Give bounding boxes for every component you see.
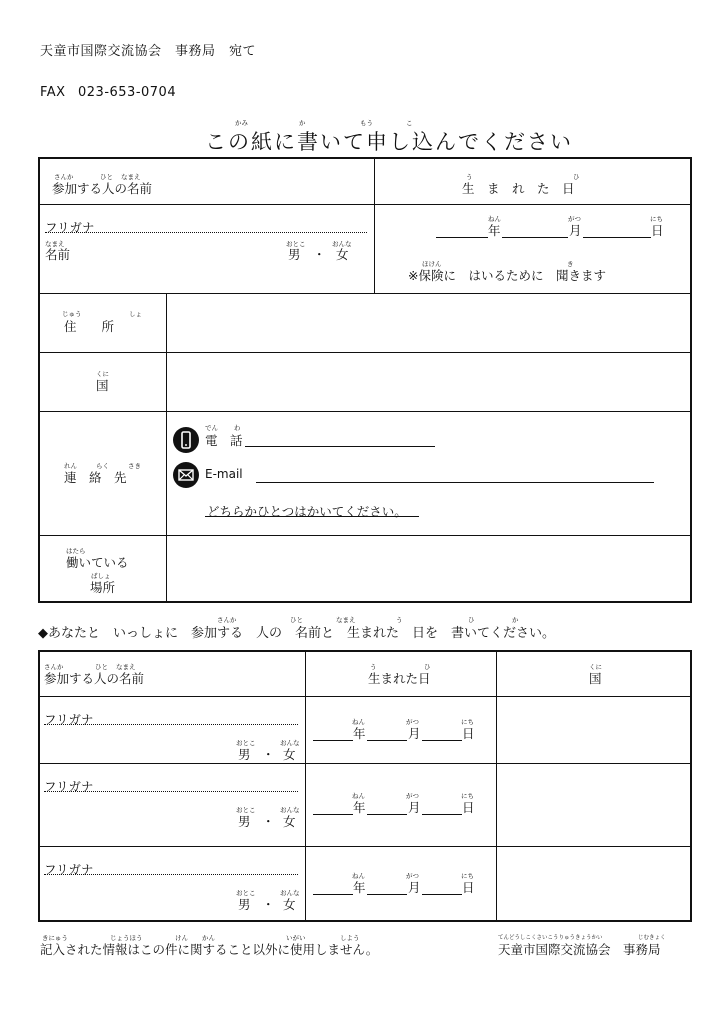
row1-month-ruby: がつ: [406, 718, 419, 726]
year-label: 年: [488, 223, 501, 238]
row2-year-input[interactable]: [313, 814, 353, 815]
row3-day: 日: [462, 880, 475, 895]
phone-label: 電 話: [205, 433, 243, 448]
fax-label: FAX: [40, 85, 66, 100]
mail-icon: [173, 462, 199, 488]
row2-male[interactable]: 男: [238, 814, 251, 829]
row3-female-ruby: おんな: [280, 889, 300, 897]
page-title: この紙に書いて申し込んでください: [205, 130, 573, 154]
phone-icon: [173, 427, 199, 453]
privacy-note: 記入された情報はこの件に関すること以外に使用しません。: [40, 942, 379, 957]
row2-furigana-input[interactable]: [44, 791, 298, 792]
gender-male[interactable]: 男: [288, 247, 301, 262]
country-input[interactable]: [168, 354, 690, 410]
contact-ruby-ren: れん: [64, 462, 77, 470]
month-ruby: がつ: [568, 215, 581, 223]
section2-instruction: ◆あなたと いっしょに 参加する 人の 名前と 生まれた 日を 書いてください。: [38, 626, 555, 641]
phone-input[interactable]: [245, 446, 435, 447]
month-label: 月: [569, 223, 582, 238]
row1-male[interactable]: 男: [238, 747, 251, 762]
name-label: 名前: [45, 247, 71, 262]
row1-furigana: フリガナ: [44, 712, 94, 727]
instr-ruby-u: う: [396, 616, 403, 624]
row3-furigana: フリガナ: [44, 862, 94, 877]
row1-year-input[interactable]: [313, 740, 353, 741]
row3-year: 年: [353, 880, 366, 895]
t2-ruby-namae: なまえ: [116, 663, 136, 671]
furigana-label: フリガナ: [45, 220, 95, 235]
male-ruby: おとこ: [286, 240, 306, 248]
row1-day-input[interactable]: [422, 740, 462, 741]
t2-ruby-u: う: [370, 663, 377, 671]
contact-note: どちらかひとつはかいてください。: [207, 504, 407, 519]
gender-separator: ・: [313, 247, 326, 262]
row1-country-input[interactable]: [498, 697, 690, 762]
insurance-note: ※保険に はいるために 聞きます: [408, 268, 606, 283]
privacy-ruby-kinyuu: きにゅう: [42, 934, 68, 942]
row3-country-input[interactable]: [498, 847, 690, 920]
birth-year-input[interactable]: [436, 237, 488, 238]
workplace-ruby-basho: ばしょ: [91, 572, 111, 580]
row1-furigana-input[interactable]: [44, 724, 298, 725]
contact-ruby-raku: らく: [96, 462, 109, 470]
row2-sep: ・: [262, 814, 275, 829]
phone-ruby-wa: わ: [234, 424, 241, 432]
row2-month-ruby: がつ: [406, 792, 419, 800]
birth-ruby-u: う: [466, 173, 473, 181]
org-ruby-name: てんどうしこくさいこうりゅうきょうかい: [498, 935, 603, 941]
t2-col-country: 国: [589, 671, 602, 686]
row2-day-ruby: にち: [461, 792, 474, 800]
row3-year-input[interactable]: [313, 894, 353, 895]
t2-col-birth: 生まれた日: [368, 671, 431, 686]
row3-furigana-input[interactable]: [44, 874, 298, 875]
row1-female-ruby: おんな: [280, 739, 300, 747]
instr-ruby-ka: か: [512, 616, 519, 624]
t2-ruby-hi: ひ: [424, 663, 431, 671]
instr-ruby-hito: ひと: [290, 616, 303, 624]
recipient: 天童市国際交流協会 事務局 宛て: [40, 44, 257, 59]
insurance-ruby: ほけん: [422, 260, 442, 268]
address-input[interactable]: [168, 295, 690, 351]
row1-sep: ・: [262, 747, 275, 762]
title-ruby-ka: か: [299, 119, 306, 127]
contact-note-underline: [205, 516, 419, 517]
t2-ruby-kuni: くに: [589, 663, 602, 671]
email-input[interactable]: [256, 482, 654, 483]
row2-female[interactable]: 女: [283, 814, 296, 829]
fax-number: 023-653-0704: [78, 85, 177, 100]
country-label: 国: [96, 378, 109, 393]
participant-name-label: 参加する人の名前: [52, 181, 153, 196]
row1-month: 月: [408, 726, 421, 741]
privacy-ruby-shiyou: しよう: [340, 934, 360, 942]
row3-day-input[interactable]: [422, 894, 462, 895]
title-ruby-ko: こ: [406, 119, 413, 127]
row3-month: 月: [408, 880, 421, 895]
row1-month-input[interactable]: [367, 740, 407, 741]
row2-female-ruby: おんな: [280, 806, 300, 814]
privacy-ruby-ken: けん: [175, 934, 188, 942]
address-ruby-juu: じゅう: [62, 310, 82, 318]
row1-year: 年: [353, 726, 366, 741]
name-ruby-sanka: さんか: [54, 173, 74, 181]
email-label: E-mail: [205, 467, 243, 481]
year-ruby: ねん: [488, 215, 501, 223]
row3-sep: ・: [262, 897, 275, 912]
furigana-input-line[interactable]: [45, 232, 367, 233]
instr-ruby-namae: なまえ: [336, 616, 356, 624]
row3-day-ruby: にち: [461, 872, 474, 880]
row1-year-ruby: ねん: [352, 718, 365, 726]
contact-label: 連 絡 先: [64, 470, 127, 485]
row2-year-ruby: ねん: [352, 792, 365, 800]
organization-name: 天童市国際交流協会 事務局: [498, 942, 661, 957]
row3-male-ruby: おとこ: [236, 889, 256, 897]
row2-day-input[interactable]: [422, 814, 462, 815]
privacy-ruby-jouhou: じょうほう: [110, 934, 143, 942]
birth-day-input[interactable]: [583, 237, 651, 238]
row1-day: 日: [462, 726, 475, 741]
row1-day-ruby: にち: [461, 718, 474, 726]
workplace-ruby-hatara: はたら: [66, 547, 86, 555]
contact-ruby-saki: さき: [128, 462, 141, 470]
row2-month-input[interactable]: [367, 814, 407, 815]
row2-furigana: フリガナ: [44, 779, 94, 794]
t2-col-name: 参加する人の名前: [44, 671, 145, 686]
name-ruby-hito: ひと: [100, 173, 113, 181]
org-ruby-jimukyoku: じむきょく: [638, 935, 666, 941]
title-ruby-mou: もう: [360, 119, 373, 127]
birth-date-label: 生 ま れ た 日: [462, 181, 575, 196]
birth-ruby-hi: ひ: [573, 173, 580, 181]
row2-male-ruby: おとこ: [236, 806, 256, 814]
row2-year: 年: [353, 800, 366, 815]
privacy-ruby-kan: かん: [202, 934, 215, 942]
row3-month-ruby: がつ: [406, 872, 419, 880]
t2-ruby-hito: ひと: [95, 663, 108, 671]
birth-month-input[interactable]: [502, 237, 568, 238]
privacy-ruby-igai: いがい: [286, 934, 306, 942]
row2-month: 月: [408, 800, 421, 815]
hear-ruby: き: [567, 260, 574, 268]
title-ruby-kami: かみ: [235, 119, 248, 127]
day-ruby: にち: [650, 215, 663, 223]
name-ruby-namae: なまえ: [121, 173, 141, 181]
workplace-label-1: 働いている: [66, 555, 129, 570]
country-ruby: くに: [96, 370, 109, 378]
row2-day: 日: [462, 800, 475, 815]
row3-female[interactable]: 女: [283, 897, 296, 912]
row3-year-ruby: ねん: [352, 872, 365, 880]
address-ruby-sho: しょ: [129, 310, 142, 318]
female-ruby: おんな: [332, 240, 352, 248]
t2-ruby-sanka: さんか: [44, 663, 64, 671]
workplace-label-2: 場所: [90, 580, 116, 595]
gender-female[interactable]: 女: [336, 247, 349, 262]
address-label: 住 所: [64, 319, 115, 334]
row3-male[interactable]: 男: [238, 897, 251, 912]
day-label: 日: [651, 223, 664, 238]
row1-female[interactable]: 女: [283, 747, 296, 762]
name-ruby: なまえ: [45, 240, 65, 248]
phone-ruby-den: でん: [205, 424, 218, 432]
instr-ruby-hi: ひ: [468, 616, 475, 624]
row1-male-ruby: おとこ: [236, 739, 256, 747]
instr-ruby-sanka: さんか: [217, 616, 237, 624]
row2-country-input[interactable]: [498, 764, 690, 845]
workplace-input[interactable]: [168, 537, 690, 601]
row3-month-input[interactable]: [367, 894, 407, 895]
